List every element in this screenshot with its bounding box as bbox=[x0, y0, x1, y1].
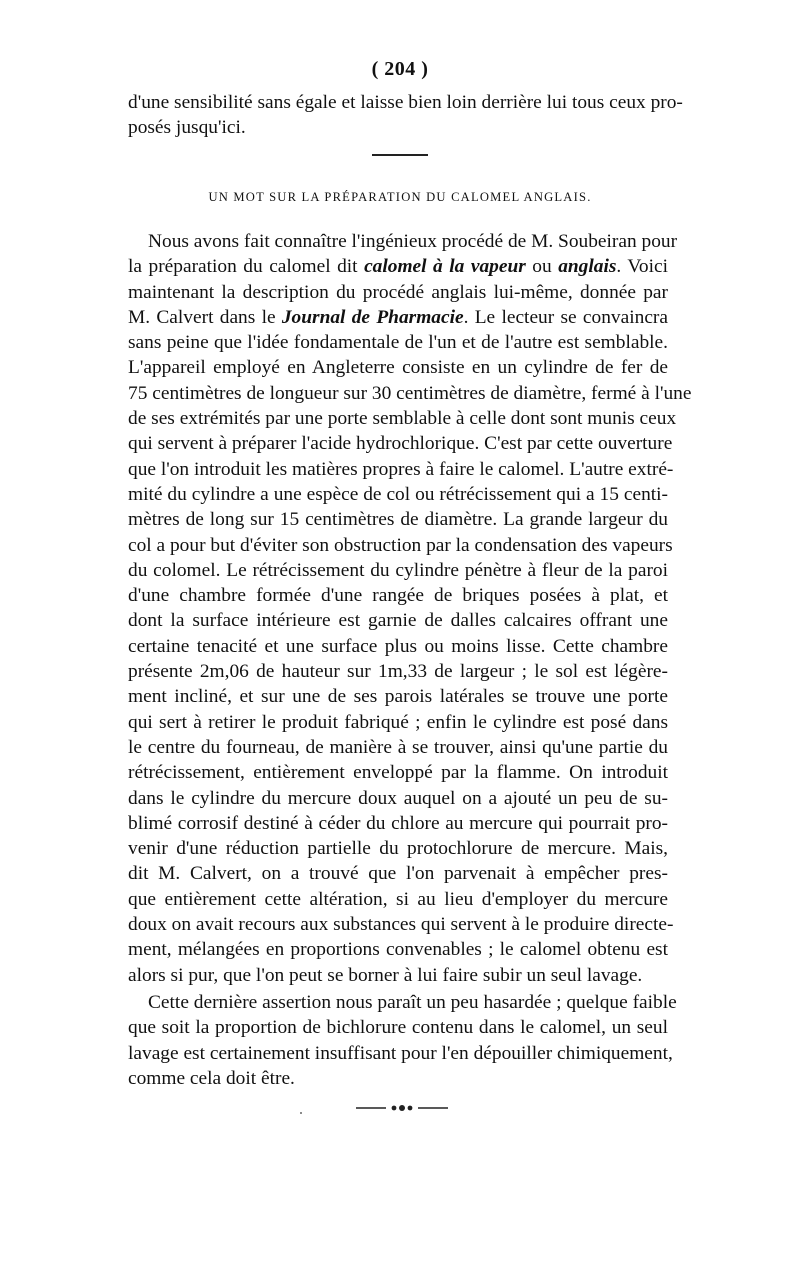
paragraph-calomel-procedure bbox=[128, 229, 692, 988]
section-heading: UN MOT SUR LA PRÉPARATION DU CALOMEL ANGLAIS. bbox=[208, 190, 592, 204]
text-line: Nous avons fait connaître l'ingénieux procédé de M. Soubeiran pour bbox=[148, 231, 678, 252]
intro-paragraph bbox=[128, 90, 683, 141]
end-ornament-icon bbox=[356, 1104, 448, 1112]
emphasis-anglais: anglais bbox=[558, 256, 617, 278]
text-line: certaine tenacité et une surface plus ou moins lisse. Cette chambre bbox=[128, 635, 668, 657]
text-line: que l'on introduit les matières propres à faire le calomel. L'autre extré- bbox=[128, 458, 674, 480]
text-line: maintenant la description du procédé anglais lui-même, donnée par bbox=[128, 281, 668, 303]
text-line: col a pour but d'éviter son obstruction par la condensation des vapeurs bbox=[128, 534, 673, 556]
text-line: ment incliné, et sur une de ses parois latérales se trouve une porte bbox=[128, 686, 668, 708]
text-line: alors si pur, que l'on peut se borner à lui faire subir un seul lavage. bbox=[128, 964, 643, 986]
text-line: qui sert à retirer le produit fabriqué ; enfin le cylindre est posé dans bbox=[128, 711, 668, 733]
text-line: mètres de long sur 15 centimètres de diamètre. La grande largeur du bbox=[128, 509, 668, 531]
journal-title: Journal de Pharmacie bbox=[281, 306, 464, 328]
text-run: ou bbox=[525, 256, 559, 278]
text-line: L'appareil employé en Angleterre consiste en un cylindre de fer de bbox=[128, 357, 668, 379]
text-line: 75 centimètres de longueur sur 30 centimètres de diamètre, fermé à l'une bbox=[128, 382, 692, 404]
text-line: venir d'une réduction partielle du protochlorure de mercure. Mais, bbox=[128, 838, 668, 860]
text-line: d'une sensibilité sans égale et laisse bien loin derrière lui tous ceux pro- bbox=[128, 92, 683, 113]
text-line: doux on avait recours aux substances qui servent à le produire directe- bbox=[128, 914, 674, 936]
emphasis-calomel-vapeur: calomel à la vapeur bbox=[364, 256, 526, 278]
text-line: ment, mélangées en proportions convenables ; le calomel obtenu est bbox=[128, 939, 668, 961]
print-speck bbox=[300, 1112, 302, 1114]
text-line: que soit la proportion de bichlorure contenu dans le calomel, un seul bbox=[128, 1017, 668, 1039]
text-run: la préparation du calomel dit bbox=[128, 256, 365, 278]
text-run: . Le lecteur se convaincra bbox=[463, 306, 668, 328]
text-line: de ses extrémités par une porte semblable à celle dont sont munis ceux bbox=[128, 408, 677, 430]
text-line: d'une chambre formée d'une rangée de briques posées à plat, et bbox=[128, 585, 668, 607]
page-number: ( 204 ) bbox=[371, 58, 429, 80]
text-line bbox=[128, 305, 668, 330]
text-line: dans le cylindre du mercure doux auquel on a ajouté un peu de su- bbox=[128, 787, 668, 809]
text-line: du colomel. Le rétrécissement du cylindre pénètre à fleur de la paroi bbox=[128, 559, 668, 581]
section-divider bbox=[372, 154, 428, 156]
text-run: . Voici bbox=[616, 256, 668, 278]
text-line: dit M. Calvert, on a trouvé que l'on parvenait à empêcher pres- bbox=[128, 863, 668, 885]
text-line: rétrécissement, entièrement enveloppé par la flamme. On introduit bbox=[128, 762, 668, 784]
text-line: présente 2m,06 de hauteur sur 1m,33 de largeur ; le sol est légère- bbox=[128, 661, 668, 683]
text-line: le centre du fourneau, de manière à se trouver, ainsi qu'une partie du bbox=[128, 736, 668, 758]
text-line bbox=[128, 254, 668, 279]
text-line: posés jusqu'ici. bbox=[128, 117, 246, 139]
text-line: que entièrement cette altération, si au lieu d'employer du mercure bbox=[128, 888, 668, 910]
paragraph-commentary bbox=[128, 990, 677, 1091]
text-line: qui servent à préparer l'acide hydrochlorique. C'est par cette ouverture bbox=[128, 433, 673, 455]
text-run: M. Calvert dans le bbox=[128, 306, 282, 328]
text-line: blimé corrosif destiné à céder du chlore au mercure qui pourrait pro- bbox=[128, 812, 668, 834]
text-line: lavage est certainement insuffisant pour l'en dépouiller chimiquement, bbox=[128, 1042, 673, 1064]
text-line: comme cela doit être. bbox=[128, 1067, 295, 1089]
text-line: sans peine que l'idée fondamentale de l'un et de l'autre est semblable. bbox=[128, 332, 668, 354]
text-line: mité du cylindre a une espèce de col ou rétrécissement qui a 15 centi- bbox=[128, 483, 668, 505]
main-text bbox=[128, 229, 692, 1091]
text-line: Cette dernière assertion nous paraît un peu hasardée ; quelque faible bbox=[148, 991, 677, 1013]
text-line: dont la surface intérieure est garnie de dalles calcaires offrant une bbox=[128, 610, 668, 632]
